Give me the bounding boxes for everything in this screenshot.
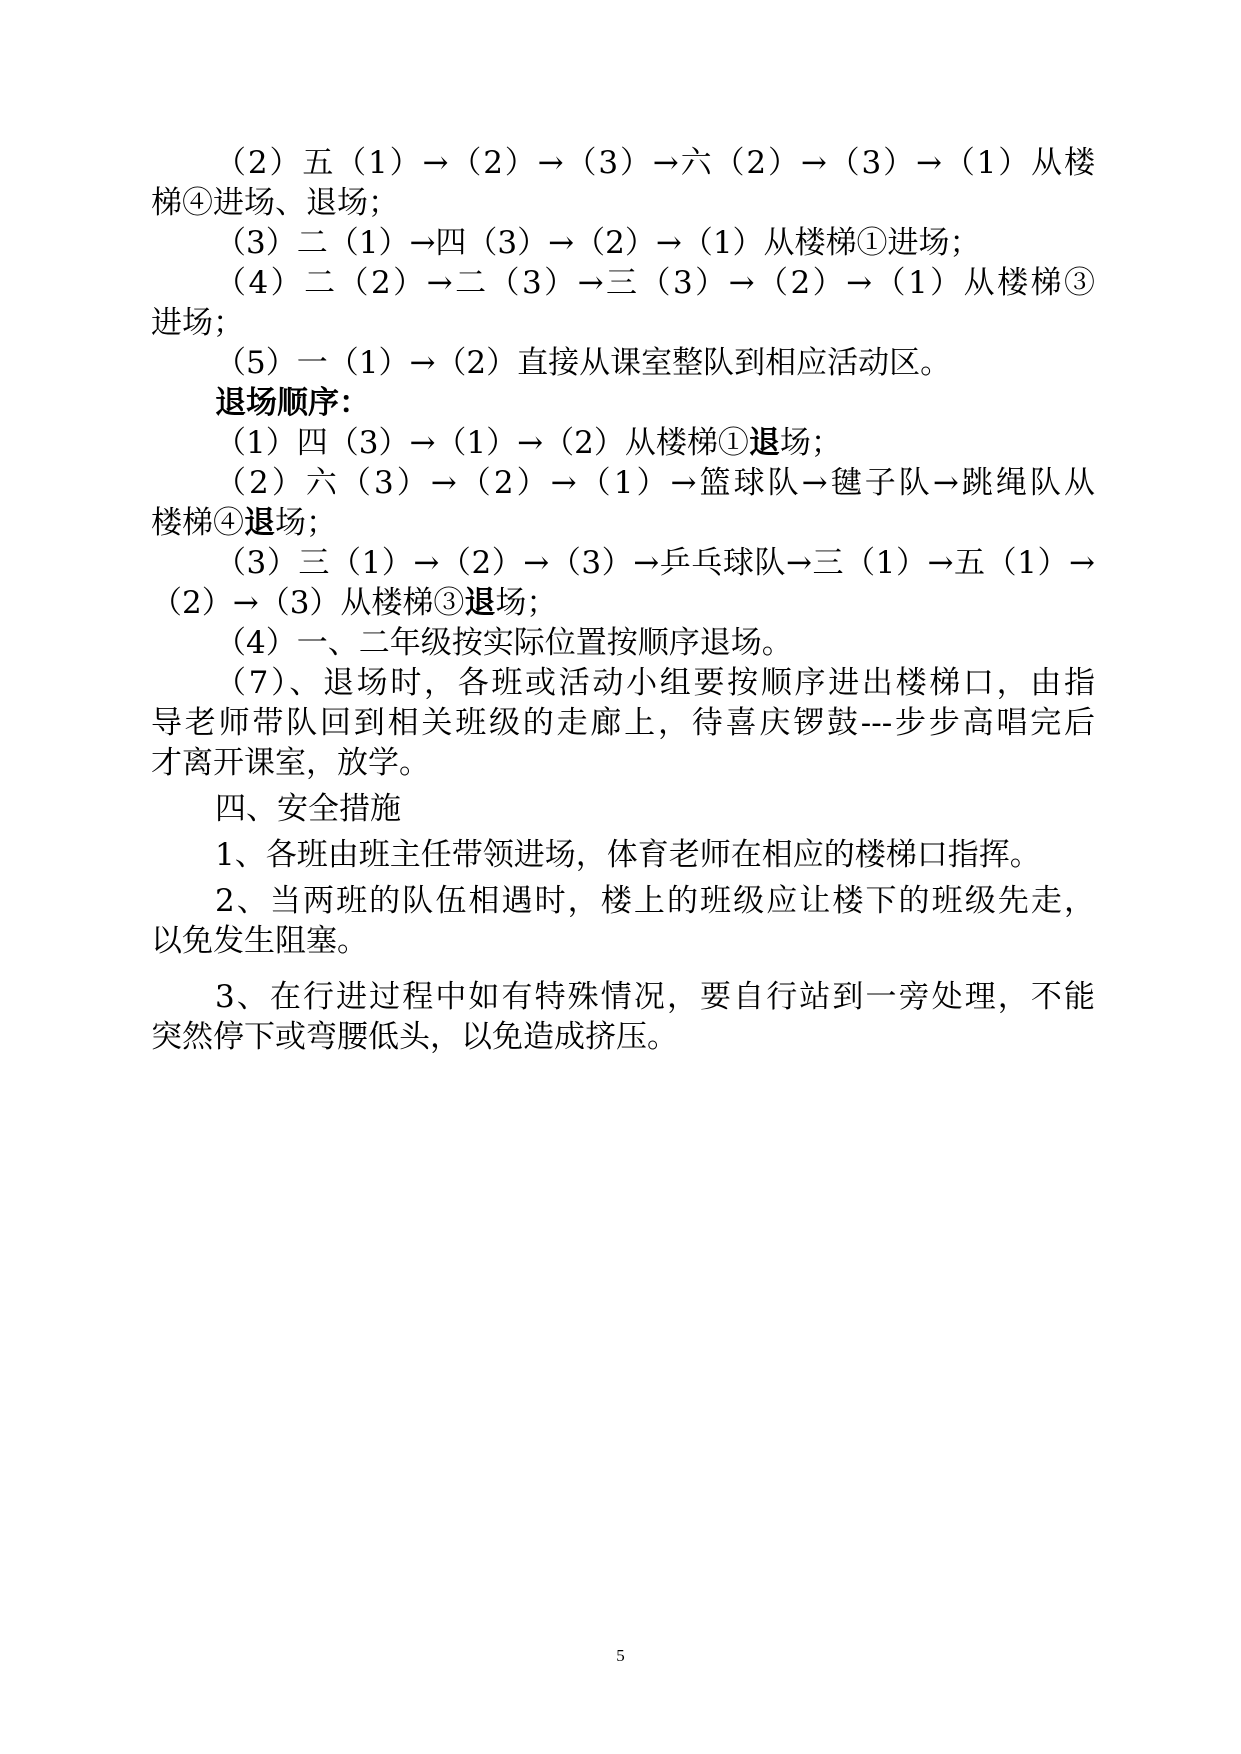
page-number: 5 [616,1646,625,1665]
entry-item-2-line-2: 梯④进场、退场； [151,185,399,221]
exit-item-4: （4）一、二年级按实际位置按顺序退场。 [215,625,793,661]
entry-item-4-line-2: 进场； [151,305,244,341]
safety-item-3-line-2: 突然停下或弯腰低头，以免造成挤压。 [151,1019,678,1055]
exit-item-3-line-1: （3）三（1）→（2）→（3）→乒乓球队→三（1）→五（1）→ [215,545,1095,581]
exit-item-1-post: 场； [779,425,842,461]
exit-heading-rest: 顺序： [277,385,370,421]
exit-item-2-line-2 [151,503,1095,543]
safety-item-2-line-1: 2、当两班的队伍相遇时，楼上的班级应让楼下的班级先走， [215,883,1095,919]
exit-heading-bold: 退场 [215,385,277,421]
entry-item-3: （3）二（1）→四（3）→（2）→（1）从楼梯①进场； [215,225,981,261]
exit-item-7-line-1: （7）、退场时，各班或活动小组要按顺序进出楼梯口，由指 [215,665,1095,701]
exit-item-3-line-2-pre: （2）→（3）从楼梯③ [151,585,465,621]
exit-item-1 [151,423,1095,463]
exit-item-3-line-2-post: 场； [495,585,558,621]
exit-item-1-bold: 退 [748,425,780,461]
exit-item-2-line-2-post: 场； [275,505,337,541]
safety-item-1: 1、各班由班主任带领进场，体育老师在相应的楼梯口指挥。 [215,837,1041,873]
exit-item-3-line-2 [151,583,1095,623]
entry-item-2-line-1: （2）五（1）→（2）→（3）→六（2）→（3）→（1）从楼 [215,145,1095,181]
safety-item-2-line-2: 以免发生阻塞。 [151,923,368,959]
entry-item-4-line-1: （4）二（2）→二（3）→三（3）→（2）→（1）从楼梯③ [215,265,1095,301]
document-body [151,143,1095,1057]
safety-heading: 四、安全措施 [215,791,401,827]
exit-item-2-line-2-bold: 退 [244,505,275,541]
exit-item-3-line-2-bold: 退 [464,585,496,621]
exit-item-7-line-2: 导老师带队回到相关班级的走廊上，待喜庆锣鼓---步步高唱完后 [151,705,1095,741]
safety-item-3-line-1: 3、在行进过程中如有特殊情况，要自行站到一旁处理，不能 [215,979,1095,1015]
entry-item-5: （5）一（1）→（2）直接从课室整队到相应活动区。 [215,345,952,381]
exit-item-7-line-3: 才离开课室，放学。 [151,745,430,781]
exit-item-1-pre: （1）四（3）→（1）→（2）从楼梯① [215,425,749,461]
exit-item-2-line-1: （2）六（3）→（2）→（1）→篮球队→毽子队→跳绳队从 [215,465,1095,501]
exit-order-heading [151,383,1095,423]
exit-item-2-line-2-pre: 楼梯④ [151,505,244,541]
